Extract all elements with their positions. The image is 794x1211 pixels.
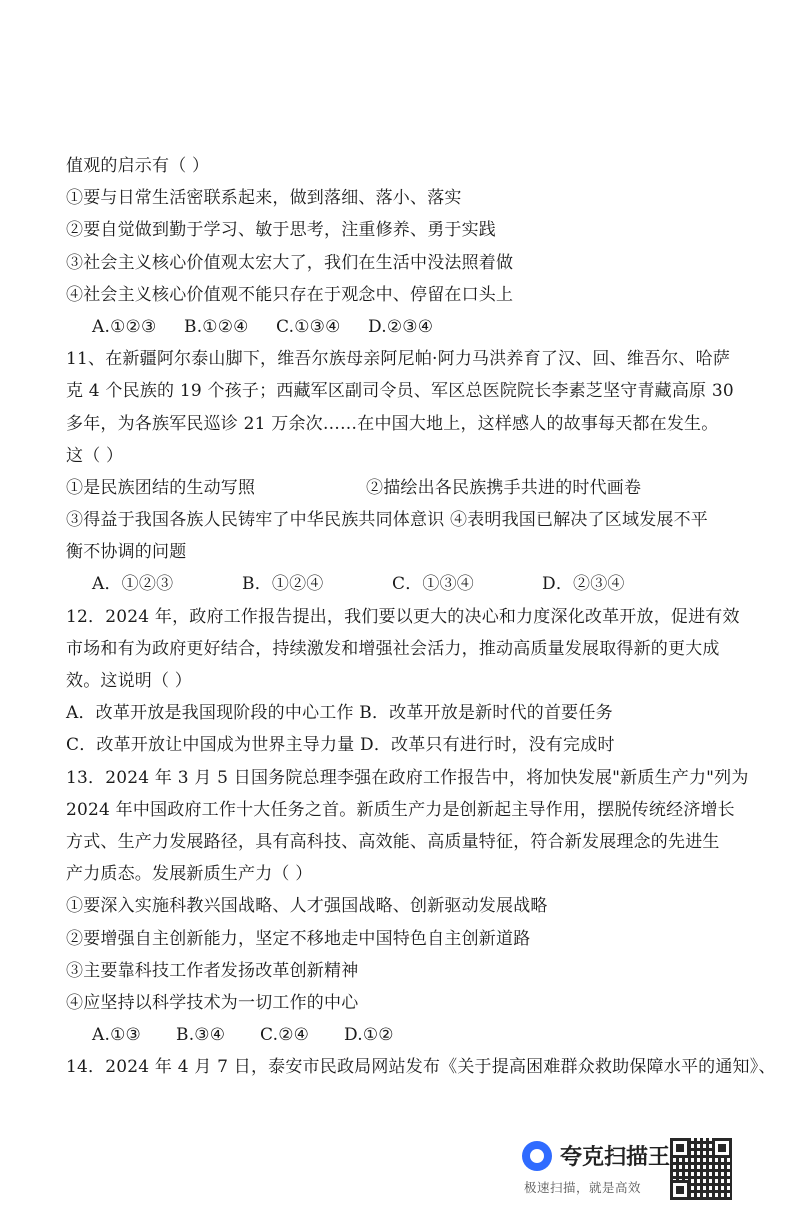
q11-stem-line-4: 这（ ） (66, 445, 124, 466)
q10-item-1: ①要与日常生活密联系起来，做到落细、落小、落实 (66, 188, 462, 209)
q14-stem-line-1: 14．2024 年 4 月 7 日，泰安市民政局网站发布《关于提高困难群众救助保障水平的通知》、 (66, 1057, 776, 1078)
q13-item-3: ③主要靠科技工作者发扬改革创新精神 (66, 960, 359, 981)
q13-options (66, 1019, 746, 1051)
q11-stem-line-1: 11、在新疆阿尔泰山脚下，维吾尔族母亲阿尼帕·阿力马洪养育了汉、回、维吾尔、哈萨 (66, 349, 731, 370)
q11-items-3-4-line-2: 衡不协调的问题 (66, 542, 187, 563)
q13-stem-line-1: 13．2024 年 3 月 5 日国务院总理李强在政府工作报告中，将加快发展"新质生产力"列为 (66, 767, 749, 788)
q11-option-b: B．①②④ (242, 574, 324, 595)
q10-item-4: ④社会主义核心价值观不能只存在于观念中、停留在口头上 (66, 284, 514, 305)
q11-option-c: C．①③④ (392, 574, 475, 595)
q12-stem-line-1: 12．2024 年，政府工作报告提出，我们要以更大的决心和力度深化改革开放，促进有效 (66, 606, 740, 627)
q11-stem-line-3: 多年，为各族军民巡诊 21 万余次……在中国大地上，这样感人的故事每天都在发生。 (66, 413, 719, 434)
brand-slogan: 极速扫描，就是高效 (524, 1180, 642, 1195)
q13-stem-line-4: 产力质态。发展新质生产力（ ） (66, 864, 313, 885)
q10-option-b: B.①②④ (184, 316, 249, 337)
brand-name: 夸克扫描王 (560, 1145, 671, 1170)
q13-item-1: ①要深入实施科教兴国战略、人才强国战略、创新驱动发展战略 (66, 896, 548, 917)
q13-stem-line-2: 2024 年中国政府工作十大任务之首。新质生产力是创新起主导作用，摆脱传统经济增长 (66, 799, 735, 820)
q10-item-3: ③社会主义核心价值观太宏大了，我们在生活中没法照着做 (66, 252, 514, 273)
q13-option-c: C.②④ (260, 1025, 310, 1046)
quark-logo-icon (522, 1141, 552, 1171)
q13-stem-line-3: 方式、生产力发展路径，具有高科技、高效能、高质量特征，符合新发展理念的先进生 (66, 831, 720, 852)
q11-option-d: D．②③④ (542, 574, 625, 595)
q11-options (66, 568, 746, 600)
q10-option-c: C.①③④ (276, 316, 341, 337)
q12-options-cd: C．改革开放让中国成为世界主导力量 D．改革只有进行时，没有完成时 (66, 735, 615, 756)
q10-options (66, 311, 746, 343)
q12-options-ab: A．改革开放是我国现阶段的中心工作 B．改革开放是新时代的首要任务 (66, 703, 613, 724)
scanner-watermark (522, 1138, 742, 1202)
q11-option-a: A．①②③ (92, 574, 174, 595)
q12-stem-line-3: 效。这说明（ ） (66, 671, 193, 691)
q11-stem-line-2: 克 4 个民族的 19 个孩子；西藏军区副司令员、军区总医院院长李素芝坚守青藏高原 30 (66, 381, 734, 402)
exam-page (66, 150, 776, 1083)
q13-item-4: ④应坚持以科学技术为一切工作的中心 (66, 992, 359, 1013)
q11-items-1-2 (66, 472, 746, 504)
q11-item-1: ①是民族团结的生动写照 (66, 477, 256, 498)
q13-option-a: A.①③ (92, 1025, 141, 1046)
q13-item-2: ②要增强自主创新能力，坚定不移地走中国特色自主创新道路 (66, 928, 531, 949)
q13-option-d: D.①② (344, 1025, 394, 1046)
q11-items-3-4-line-1: ③得益于我国各族人民铸牢了中华民族共同体意识 ④表明我国已解决了区域发展不平 (66, 510, 709, 531)
q13-option-b: B.③④ (176, 1025, 226, 1046)
q12-stem-line-2: 市场和有为政府更好结合，持续激发和增强社会活力，推动高质量发展取得新的更大成 (66, 638, 720, 659)
q10-stem: 值观的启示有（ ） (66, 156, 210, 176)
q10-item-2: ②要自觉做到勤于学习、敏于思考，注重修养、勇于实践 (66, 220, 496, 241)
q10-option-d: D.②③④ (368, 316, 434, 337)
qr-code-icon (670, 1138, 732, 1200)
q11-item-2: ②描绘出各民族携手共进的时代画卷 (366, 477, 642, 498)
q10-option-a: A.①②③ (92, 316, 157, 337)
